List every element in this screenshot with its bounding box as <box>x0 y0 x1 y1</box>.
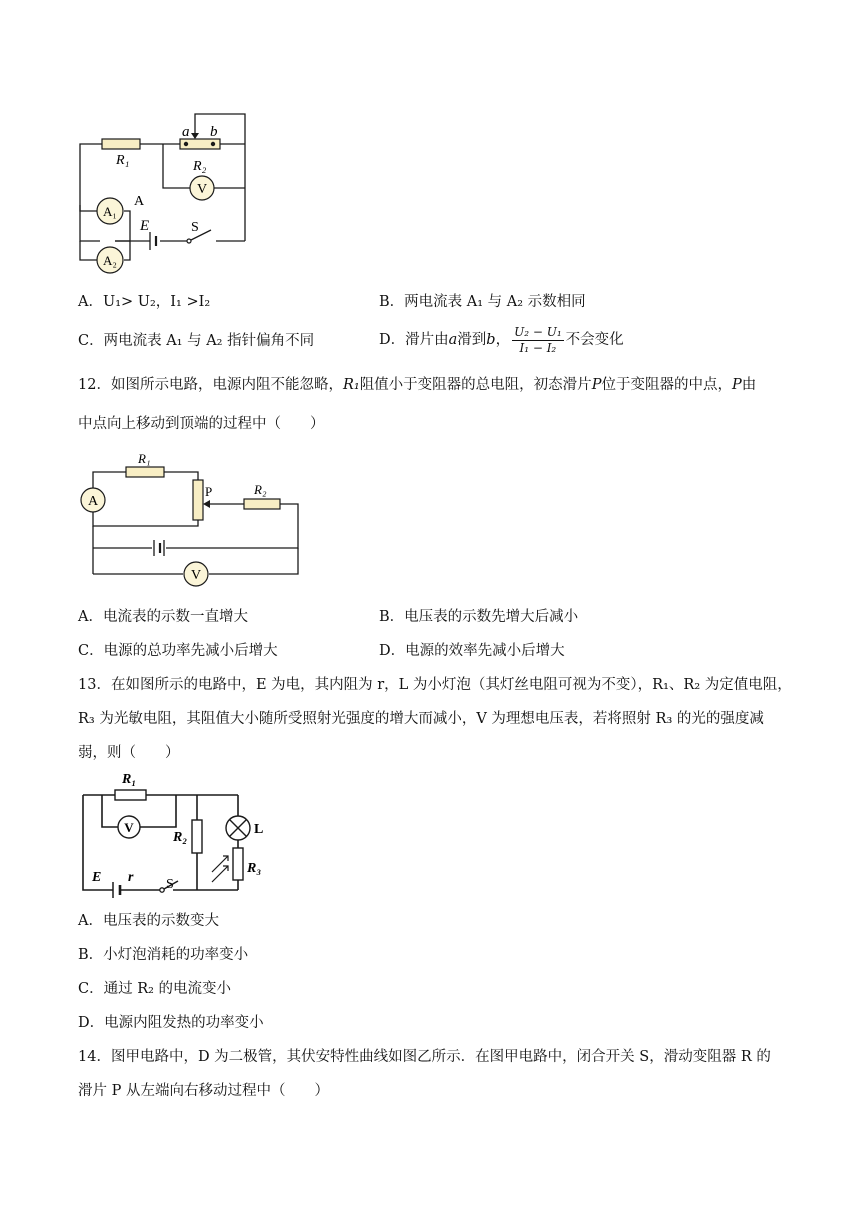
q11-label-a: a <box>182 124 190 140</box>
q12-option-a: A．电流表的示数一直增大 <box>78 609 248 625</box>
q11-label-node-a: A <box>134 194 145 209</box>
q13-photoresistor-r3 <box>233 848 243 880</box>
q11-fraction-denominator: I₁ − I₂ <box>519 340 557 355</box>
q12-resistor-r1 <box>126 467 164 477</box>
q13-resistor-r2 <box>192 820 202 853</box>
q11-option-d <box>379 320 624 360</box>
q11-label-a2: A₂ <box>103 253 117 268</box>
q13-label-r1: R₁ <box>122 772 137 787</box>
q12-r1-symbol: R₁ <box>342 377 360 393</box>
q13-option-b: B．小灯泡消耗的功率变小 <box>78 947 249 963</box>
q12-p-symbol-1: P <box>591 377 602 393</box>
q12-label-a: A <box>87 494 99 509</box>
q11-resistor-r1 <box>102 139 140 149</box>
q12-text-c: 位于变阻器的中点， <box>601 377 732 393</box>
q12-p-symbol-2: P <box>731 377 742 393</box>
q11-option-d-a: a <box>448 332 458 348</box>
q13-option-c: C．通过 R₂ 的电流变小 <box>78 981 232 997</box>
q14-stem-line2: 滑片 P 从左端向右移动过程中（ ） <box>78 1083 329 1099</box>
q12-option-d: D．电源的效率先减小后增大 <box>379 643 565 659</box>
q11-label-e: E <box>140 218 150 234</box>
q13-stem-line3: 弱，则（ ） <box>78 745 180 761</box>
q11-option-d-comma: ， <box>495 332 511 348</box>
q13-label-r: r <box>128 870 134 885</box>
q13-option-d: D．电源内阻发热的功率变小 <box>78 1015 264 1031</box>
q11-label-v: V <box>196 182 208 197</box>
q11-option-b: B．两电流表 A₁ 与 A₂ 示数相同 <box>379 294 586 310</box>
q12-circuit-diagram <box>78 450 308 590</box>
q13-option-a: A．电压表的示数变大 <box>78 913 219 929</box>
q11-option-d-fraction <box>512 325 564 356</box>
q13-circuit-diagram <box>78 768 278 898</box>
q13-label-l: L <box>254 822 264 837</box>
q11-label-s: S <box>191 220 199 235</box>
q12-option-b: B．电压表的示数先增大后减小 <box>379 609 579 625</box>
q12-label-r2: R₂ <box>254 482 267 497</box>
q12-text-a: 12．如图所示电路，电源内阻不能忽略， <box>78 377 343 393</box>
q11-option-d-prefix: D．滑片由 <box>379 332 449 348</box>
q11-label-b: b <box>210 124 218 140</box>
q13-label-e: E <box>92 870 102 885</box>
q13-resistor-r1 <box>115 790 146 800</box>
q13-light-arrows <box>212 856 228 882</box>
q13-stem-line2: R₃ 为光敏电阻，其阻值大小随所受照射光强度的增大而减小，V 为理想电压表，若将照射 R₃ 的光的强度减 <box>78 711 764 727</box>
q13-label-s: S <box>166 877 174 892</box>
q12-text-b: 阻值小于变阻器的总电阻，初态滑片 <box>359 377 592 393</box>
q11-label-r2: R₂ <box>193 159 207 174</box>
q11-option-c: C．两电流表 A₁ 与 A₂ 指针偏角不同 <box>78 333 315 349</box>
q12-label-v: V <box>190 568 202 583</box>
q12-option-c: C．电源的总功率先减小后增大 <box>78 643 278 659</box>
q11-fraction-numerator: U₂ − U₁ <box>514 324 562 339</box>
q11-option-d-suffix: 不会变化 <box>565 332 624 348</box>
q12-label-r1: R₁ <box>138 451 151 466</box>
q13-label-r2: R₂ <box>173 830 188 845</box>
q12-stem-line1 <box>78 375 798 395</box>
q13-label-v: V <box>124 820 134 835</box>
q11-option-d-mid: 滑到 <box>457 332 487 348</box>
q11-option-a: A．U₁> U₂，I₁ >I₂ <box>78 294 211 310</box>
q12-stem-line2: 中点向上移动到顶端的过程中（ ） <box>78 416 325 432</box>
q11-label-r1: R₁ <box>116 153 130 168</box>
q12-label-p: P <box>205 484 213 499</box>
q11-circuit-diagram <box>70 108 260 276</box>
q12-rheostat <box>193 480 203 520</box>
q13-stem-line1: 13．在如图所示的电路中，E 为电，其内阻为 r，L 为小灯泡（其灯丝电阻可视为不变），R₁、R₂ 为定值电阻， <box>78 677 792 693</box>
q12-text-d: 由 <box>741 377 757 393</box>
q14-stem-line1: 14．图甲电路中，D 为二极管，其伏安特性曲线如图乙所示．在图甲电路中，闭合开关 S，滑动变阻器 R 的 <box>78 1049 771 1065</box>
q12-resistor-r2 <box>244 499 280 509</box>
q11-option-d-b: b <box>486 332 496 348</box>
q11-label-a1: A₁ <box>103 204 117 219</box>
q13-label-r3: R₃ <box>247 861 262 876</box>
